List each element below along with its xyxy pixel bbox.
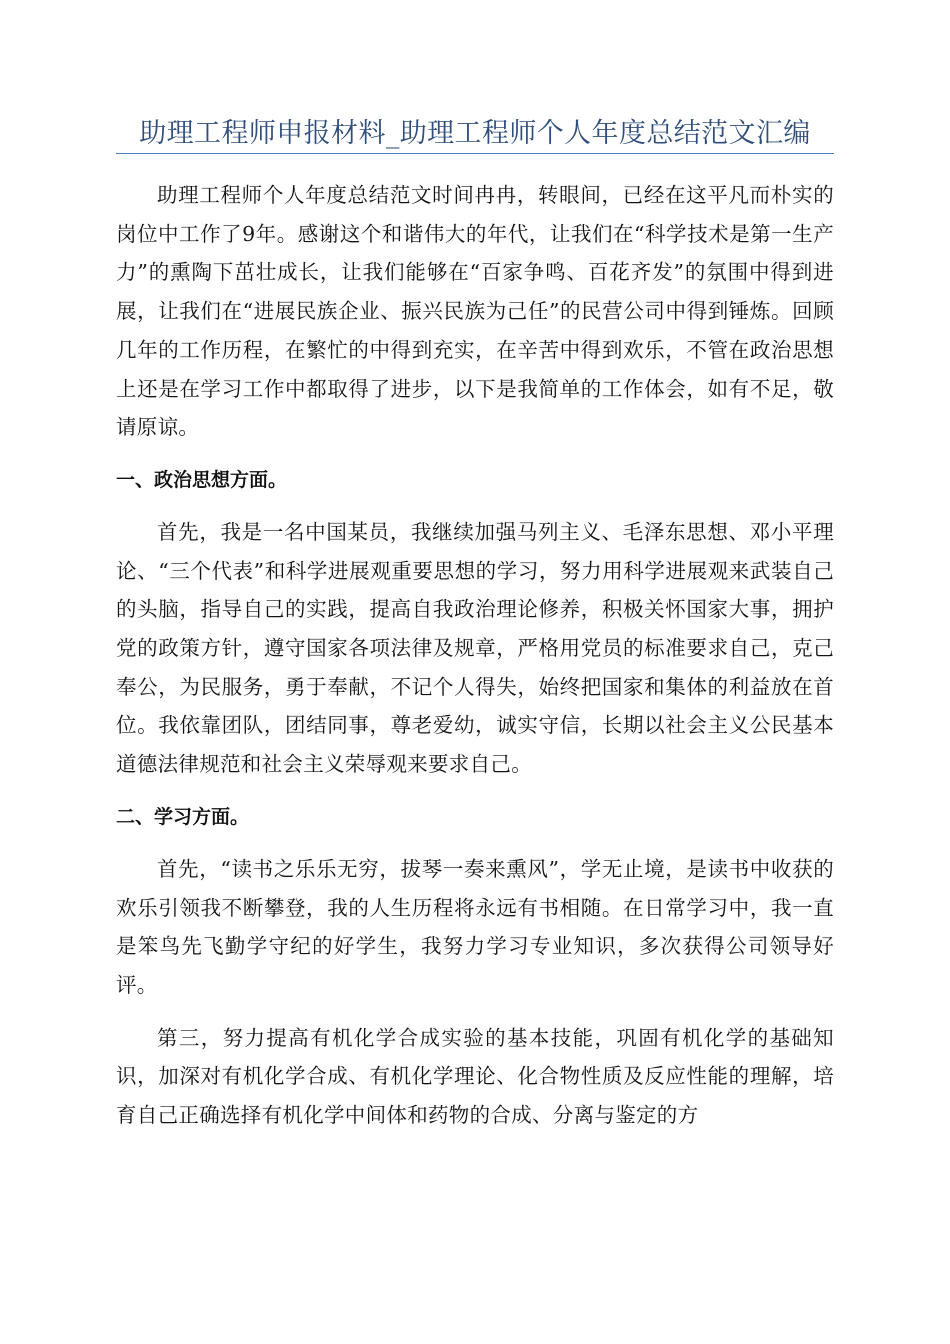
title-underline <box>116 153 834 154</box>
document-title: 助理工程师申报材料_助理工程师个人年度总结范文汇编 <box>139 118 811 149</box>
paragraph-study-third: 第三，努力提高有机化学合成实验的基本技能，巩固有机化学的基础知识，加深对有机化学合成、有机化学理论、化合物性质及反应性能的理解，培育自己正确选择有机化学中间体和药物的合成、分离与鉴定的方 <box>116 1025 834 1128</box>
section-heading-political: 一、政治思想方面。 <box>116 468 288 491</box>
paragraph-political: 首先，我是一名中国某员，我继续加强马列主义、毛泽东思想、邓小平理论、“三个代表”和科学进展观重要思想的学习，努力用科学进展观来武装自己的头脑，指导自己的实践，提高自我政治理论修养，积极关怀国家大事，拥护党的政策方针，遵守国家各项法律及规章，严格用党员的标准要求自己，克己奉公，为民服务，勇于奉献，不记个人得失，始终把国家和集体的利益放在首位。我依靠团队，团结同事，尊老爱幼，诚实守信，长期以社会主义公民基本道德法律规范和社会主义荣辱观来要求自己。 <box>116 519 834 777</box>
paragraph-study-first: 首先，“读书之乐乐无穷，拔琴一奏来熏风”，学无止境，是读书中收获的欢乐引领我不断攀登，我的人生历程将永远有书相随。在日常学习中，我一直是笨鸟先飞勤学守纪的好学生，我努力学习专业知识，多次获得公司领导好评。 <box>116 856 834 997</box>
section-heading-study: 二、学习方面。 <box>116 805 250 828</box>
document-body <box>116 176 834 1135</box>
intro-paragraph: 助理工程师个人年度总结范文时间冉冉，转眼间，已经在这平凡而朴实的岗位中工作了9年。感谢这个和谐伟大的年代，让我们在“科学技术是第一生产力”的熏陶下茁壮成长，让我们能够在“百家争鸣、百花齐发”的氛围中得到进展，让我们在“进展民族企业、振兴民族为己任”的民营公司中得到锤炼。回顾几年的工作历程，在繁忙的中得到充实，在辛苦中得到欢乐，不管在政治思想上还是在学习工作中都取得了进步，以下是我简单的工作体会，如有不足，敬请原谅。 <box>116 183 834 440</box>
